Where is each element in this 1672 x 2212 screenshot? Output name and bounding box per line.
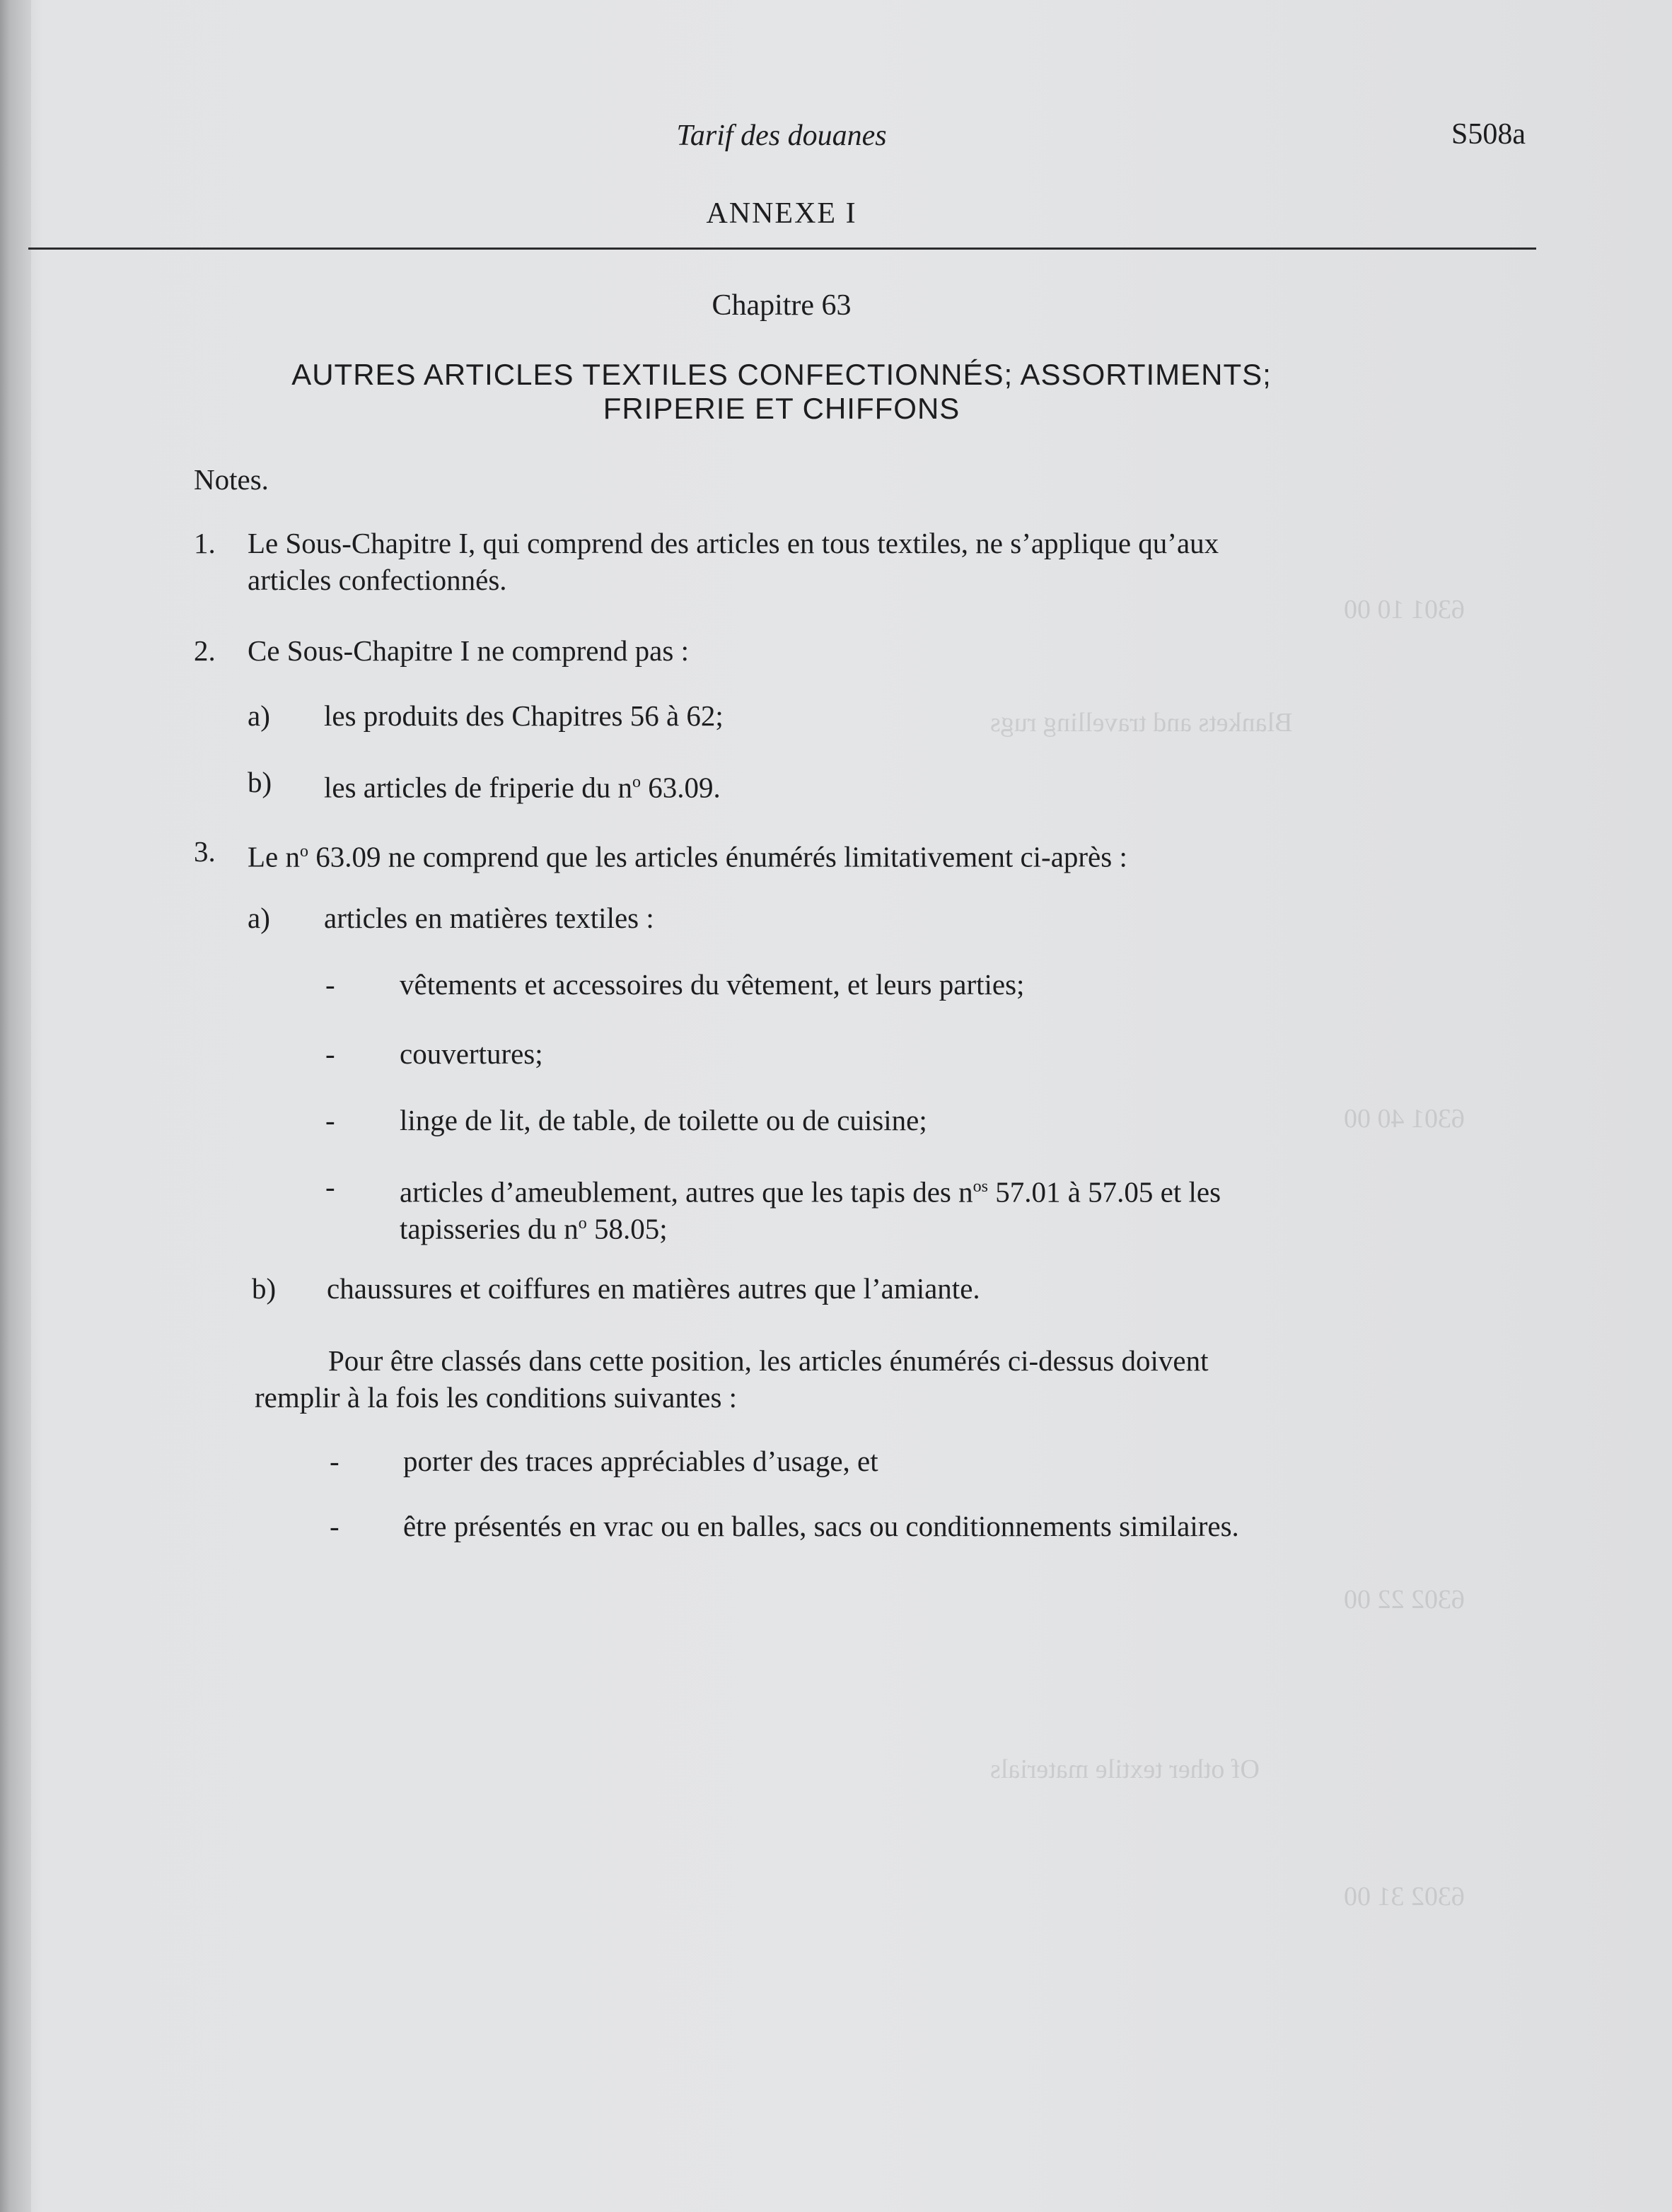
note-3-a-item-1: vêtements et accessoires du vêtement, et leurs parties; — [400, 968, 1025, 1001]
note-3-b-label: b) — [252, 1272, 277, 1305]
note-3-a-item-4-line-2: tapisseries du $n^o$ 58.05; — [400, 1212, 668, 1245]
note-1-number: 1. — [194, 527, 216, 559]
list-dash: - — [325, 1104, 335, 1136]
note-3-number: 3. — [194, 835, 216, 868]
note-3-text: Le $n^o$ 63.09 ne comprend que les articles énumérés limitativement ci-après : — [248, 840, 1127, 873]
note-2-b-text: les articles de friperie du $n^o$ 63.09. — [324, 771, 721, 804]
note-3-para-line-1: Pour être classés dans cette position, les articles énumérés ci-dessus doivent — [328, 1344, 1209, 1377]
note-2-b-label: b) — [248, 766, 272, 798]
show-through: Blankets and travelling rugs — [990, 708, 1293, 738]
note-3-para-line-2: remplir à la fois les conditions suivantes : — [255, 1381, 738, 1414]
note-2-text: Ce Sous-Chapitre I ne comprend pas : — [248, 634, 689, 667]
header-rule — [28, 248, 1536, 250]
notes-label: Notes. — [194, 463, 269, 496]
list-dash: - — [325, 1170, 335, 1203]
list-dash: - — [330, 1445, 339, 1477]
chapter-title-line-2: FRIPERIE ET CHIFFONS — [603, 392, 960, 425]
note-3-a-label: a) — [248, 902, 270, 934]
note-2-a-text: les produits des Chapitres 56 à 62; — [324, 699, 724, 732]
note-1-line-1: Le Sous-Chapitre I, qui comprend des articles en tous textiles, ne s’applique qu’aux — [248, 527, 1219, 559]
header-title: Tarif des douanes — [676, 120, 887, 152]
note-3-a-item-2: couvertures; — [400, 1037, 543, 1070]
show-through: 6302 22 00 — [1344, 1585, 1465, 1614]
note-3-a-item-3: linge de lit, de table, de toilette ou de cuisine; — [400, 1104, 927, 1136]
binding-edge — [0, 0, 31, 2212]
note-1-line-2: articles confectionnés. — [248, 564, 507, 596]
show-through: 6302 31 00 — [1344, 1882, 1465, 1911]
chapter-title-line-1: AUTRES ARTICLES TEXTILES CONFECTIONNÉS; ASSORTIMENTS; — [291, 358, 1272, 391]
note-2-number: 2. — [194, 634, 216, 667]
chapter-title — [141, 358, 1422, 426]
chapter-heading: Chapitre 63 — [712, 289, 852, 322]
condition-1: porter des traces appréciables d’usage, et — [403, 1445, 878, 1477]
condition-2: être présentés en vrac ou en balles, sacs ou conditionnements similaires. — [403, 1510, 1239, 1542]
note-3-b-text: chaussures et coiffures en matières autres que l’amiante. — [327, 1272, 980, 1305]
list-dash: - — [325, 968, 335, 1001]
list-dash: - — [325, 1037, 335, 1070]
show-through: Of other textile materials — [990, 1754, 1260, 1784]
show-through: 6301 10 00 — [1344, 595, 1465, 624]
annex-heading: ANNEXE I — [706, 197, 857, 230]
show-through: 6301 40 00 — [1344, 1104, 1465, 1134]
list-dash: - — [330, 1510, 339, 1542]
note-3-a-text: articles en matières textiles : — [324, 902, 654, 934]
note-3-a-item-4-line-1: articles d’ameublement, autres que les tapis des $n^{os}$ 57.01 à 57.05 et les — [400, 1175, 1221, 1209]
note-2-a-label: a) — [248, 699, 270, 732]
page-code: S508a — [1451, 118, 1526, 151]
